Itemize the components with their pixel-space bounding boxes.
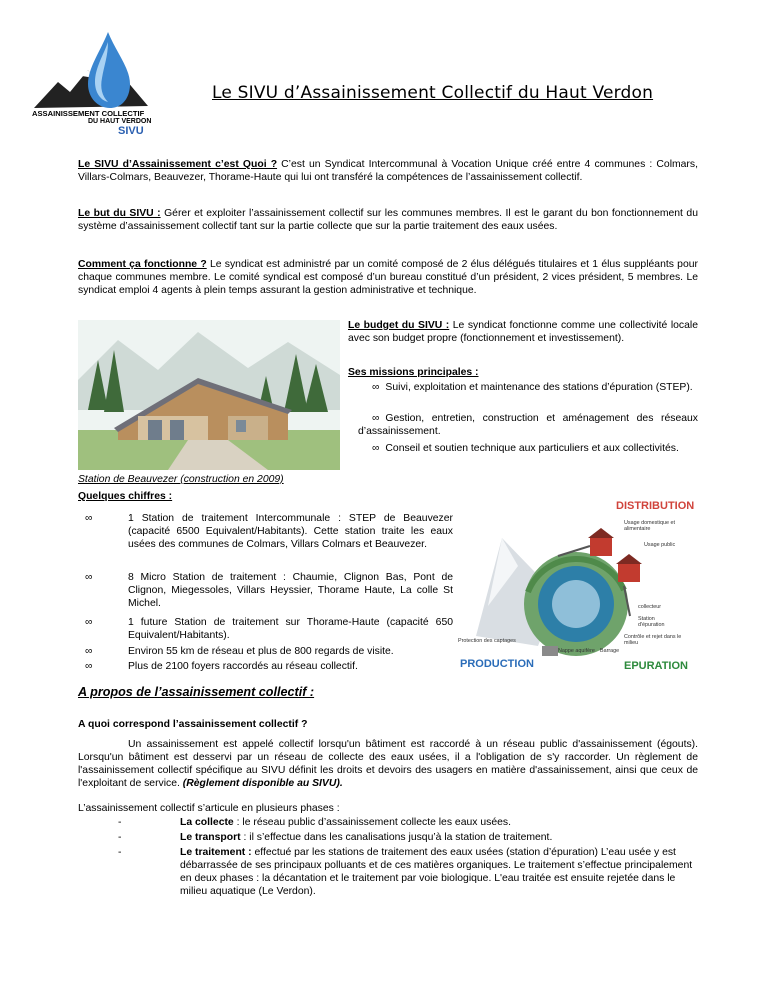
cycle-production: PRODUCTION (460, 658, 534, 670)
mission-text: Conseil et soutien technique aux particuliers et aux collectivités. (385, 443, 679, 454)
infinity-bullet-icon: ∞ (85, 572, 93, 583)
logo-text-2: DU HAUT VERDON (88, 118, 152, 125)
phase-item (180, 816, 698, 829)
logo-text-1: ASSAINISSEMENT COLLECTIF (32, 109, 145, 118)
apropos-paragraph (78, 738, 698, 790)
dash-bullet: - (118, 817, 122, 828)
infinity-bullet-icon: ∞ (85, 617, 93, 628)
apropos-paragraph-text: Un assainissement est appelé collectif lorsqu'un bâtiment est raccordé à un réseau public d'assainissement (égouts). Lorsqu'un bâtiment est desservi par un réseau de collecte des eaux usées, il a l'obligation de s'y raccorder. Un règlement de l'assainissement collectif spécifique au SIVU définit les droits et devoirs des usagers en matière d'assainissement, ainsi que ceux de l'exploitant de service. (78, 739, 698, 789)
dash-bullet: - (118, 832, 122, 843)
missions-heading: Ses missions principales : (348, 367, 479, 378)
cycle-collecteur: collecteur (638, 604, 662, 610)
mission-item (358, 412, 698, 438)
photo-caption: Station de Beauvezer (construction en 2009) (78, 474, 284, 485)
phase-text: : le réseau public d’assainissement collecte les eaux usées. (233, 817, 511, 828)
mission-item (358, 381, 698, 394)
cycle-distribution: DISTRIBUTION (616, 500, 695, 512)
budget-label: Le budget du SIVU : (348, 320, 450, 331)
intro-fonctionnement (78, 258, 698, 297)
infinity-bullet-icon: ∞ (372, 443, 380, 454)
chiffre-item: Environ 55 km de réseau et plus de 800 regards de visite. (128, 646, 394, 657)
mission-text: Gestion, entretien, construction et aménagement des réseaux d’assainissement. (358, 413, 698, 437)
chiffre-item: 1 Station de traitement Intercommunale : STEP de Beauvezer (capacité 6500 Equivalent/Habitants). Cette station traite les eaux usées des communes de Colmars, Villars Colmars et Beauvezer. (128, 513, 453, 550)
phase-item (180, 846, 698, 898)
phases-intro: L’assainissement collectif s’articule en plusieurs phases : (78, 803, 340, 814)
infinity-bullet-icon: ∞ (85, 661, 93, 672)
water-cycle-diagram (458, 496, 698, 674)
cycle-station: Station d'épuration (638, 616, 665, 628)
intro-fonctionnement-label: Comment ça fonctionne ? (78, 259, 207, 270)
cycle-usage-domestique: Usage domestique et alimentaire (624, 520, 675, 532)
mission-item (358, 442, 698, 455)
cycle-epuration: EPURATION (624, 660, 688, 672)
cycle-usage-public: Usage public (644, 542, 676, 548)
sivu-logo (30, 30, 170, 138)
apropos-question: A quoi correspond l’assainissement collectif ? (78, 719, 308, 730)
dash-bullet: - (118, 847, 122, 858)
mission-text: Suivi, exploitation et maintenance des stations d’épuration (STEP). (385, 382, 693, 393)
chiffre-item: 1 future Station de traitement sur Thorame-Haute (capacité 650 Equivalent/Habitants). (128, 617, 453, 641)
intro-quoi-label: Le SIVU d’Assainissement c’est Quoi ? (78, 159, 278, 170)
cycle-protection: Protection des captages (458, 638, 516, 644)
phase-text: effectué par les stations de traitement des eaux usées (station d’épuration) L’eau usée y est débarrassée de ses principaux polluants et de ces matières organiques. Le traitement s’effectue principalement en deux phases : la décantation et le traitement par voie biologique. L'eau traitée est ensuite rejetée dans le milieu aquatique (Le Verdon). (180, 847, 693, 897)
cycle-nappe: Nappe aquifère (558, 648, 595, 654)
phase-label: La collecte (180, 817, 234, 828)
budget-text: Le syndicat fonctionne comme une collectivité locale avec son budget propre (fonctionnement et investissement). (348, 320, 698, 344)
cycle-controle: Contrôle et rejet dans le milieu (624, 634, 682, 646)
intro-quoi (78, 158, 698, 184)
intro-but-label: Le but du SIVU : (78, 208, 161, 219)
apropos-paragraph-italic: (Règlement disponible au SIVU). (179, 778, 343, 789)
phase-item (180, 831, 698, 844)
infinity-bullet-icon: ∞ (372, 413, 380, 424)
cycle-barrage: Barrage (600, 648, 620, 654)
logo-text-3: SIVU (118, 125, 144, 137)
budget (348, 319, 698, 345)
intro-but (78, 207, 698, 233)
apropos-heading: A propos de l’assainissement collectif : (78, 685, 315, 699)
intro-quoi-text: C’est un Syndicat Intercommunal à Vocation Unique créé entre 4 communes : Colmars, Villars-Colmars, Beauvezer, Thorame-Haute qui lui ont transféré la compétences de l’assainissement collectif. (78, 159, 698, 183)
intro-but-text: Gérer et exploiter l’assainissement collectif sur les communes membres. Il est le garant du bon fonctionnement du système d’assainissement collectif tant sur la partie collecte que sur la partie traitement des eaux usées. (78, 208, 698, 232)
phase-text: : il s’effectue dans les canalisations jusqu’à la station de traitement. (240, 832, 553, 843)
page-title: Le SIVU d’Assainissement Collectif du Haut Verdon (212, 83, 654, 103)
station-photo (78, 320, 340, 470)
infinity-bullet-icon: ∞ (85, 646, 93, 657)
chiffres-heading: Quelques chiffres : (78, 491, 173, 502)
infinity-bullet-icon: ∞ (372, 382, 380, 393)
intro-fonctionnement-text: Le syndicat est administré par un comité composé de 2 élus délégués titulaires et 1 élus suppléants pour chaque communes membre. Le comité syndical est composé d’un bureau constitué d’un président, 2 vices président, 5 membres. Le syndicat emploi 4 agents à plein temps assurant la gestion administrative et technique. (78, 259, 698, 296)
chiffre-item: Plus de 2100 foyers raccordés au réseau collectif. (128, 661, 358, 672)
infinity-bullet-icon: ∞ (85, 513, 93, 524)
phase-label: Le traitement : (180, 847, 252, 858)
phase-label: Le transport (180, 832, 241, 843)
chiffre-item: 8 Micro Station de traitement : Chaumie, Clignon Bas, Pont de Clignon, Miegessoles, Villars Heyssier, Thorame Haute, La colle St Michel. (128, 572, 453, 609)
